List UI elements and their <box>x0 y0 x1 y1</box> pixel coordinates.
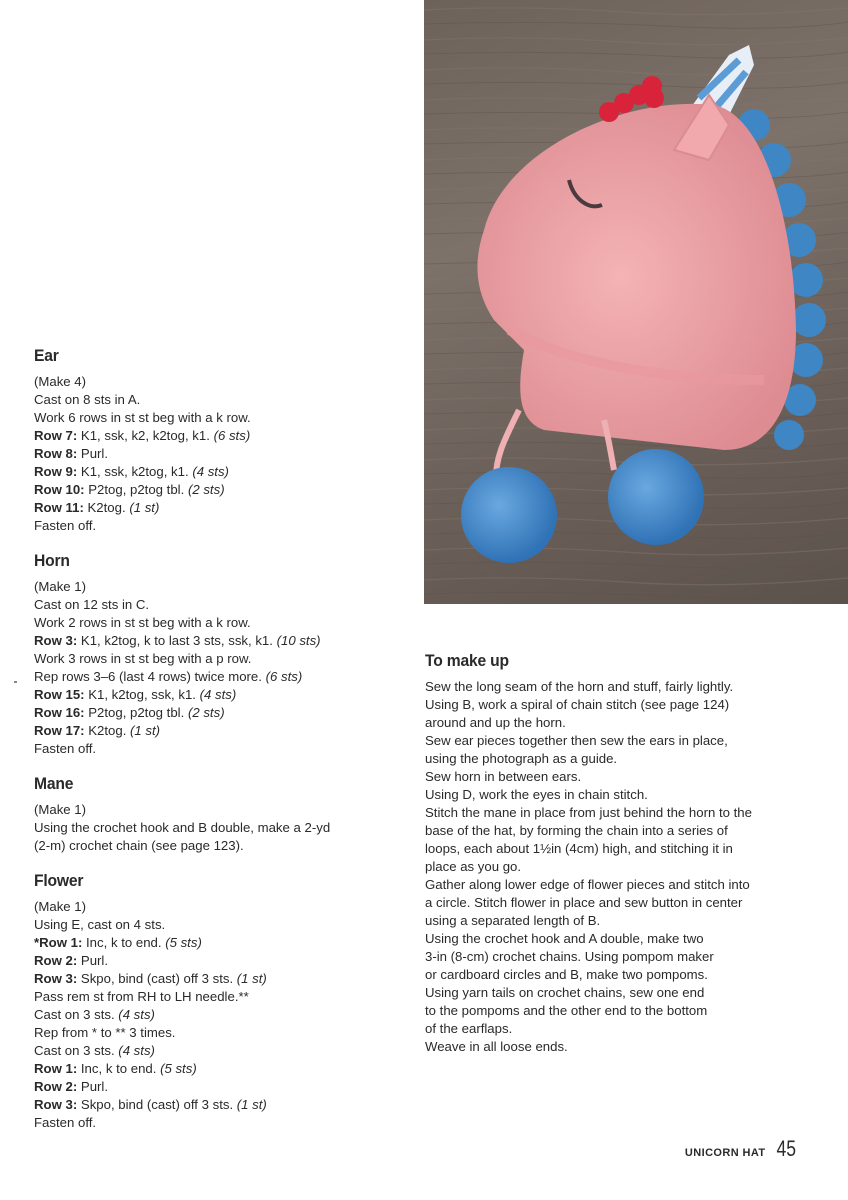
makeup-line <box>425 840 825 858</box>
ear-text: Work 6 rows in st st beg with a k row. <box>34 410 251 425</box>
horn-text: Row 3: <box>34 633 78 648</box>
flower-line <box>34 898 414 916</box>
ear-line <box>34 499 414 517</box>
flower-text: (5 sts) <box>160 1061 197 1076</box>
horn-text: K1, k2tog, k to last 3 sts, ssk, k1. <box>77 633 277 648</box>
horn-text: (4 sts) <box>199 687 237 702</box>
flower-text: Purl. <box>77 1079 109 1094</box>
ear-line <box>34 427 414 445</box>
horn-text: Row 16: <box>34 705 85 720</box>
flower-line <box>34 1096 414 1114</box>
makeup-text: a circle. Stitch flower in place and sew button in center <box>425 895 743 910</box>
flower-text: Row 3: <box>34 1097 78 1112</box>
left-column <box>34 346 414 1148</box>
mane-instructions <box>34 801 414 855</box>
flower-text: Using E, cast on 4 sts. <box>34 917 166 932</box>
makeup-text: base of the hat, by forming the chain into a series of <box>425 823 728 838</box>
makeup-line <box>425 912 825 930</box>
horn-text: K1, k2tog, ssk, k1. <box>84 687 200 702</box>
ear-text: (2 sts) <box>187 482 225 497</box>
makeup-line <box>425 750 825 768</box>
makeup-text: Stitch the mane in place from just behind the horn to the <box>425 805 752 820</box>
horn-text: (2 sts) <box>187 705 225 720</box>
makeup-line <box>425 966 825 984</box>
flower-text: Cast on 3 sts. <box>34 1007 119 1022</box>
flower-line <box>34 934 414 952</box>
horn-line <box>34 578 414 596</box>
horn-text: Fasten off. <box>34 741 97 756</box>
horn-line <box>34 614 414 632</box>
flower-text: Pass rem st from RH to LH needle.** <box>34 989 249 1004</box>
makeup-line <box>425 822 825 840</box>
horn-line <box>34 686 414 704</box>
mane-line <box>34 819 414 837</box>
horn-line <box>34 704 414 722</box>
unicorn-hat-photo <box>424 0 848 604</box>
right-column <box>425 651 825 1072</box>
horn-text: Row 17: <box>34 723 85 738</box>
ear-text: K1, ssk, k2, k2tog, k1. <box>77 428 214 443</box>
makeup-text: Using D, work the eyes in chain stitch. <box>425 787 648 802</box>
makeup-line <box>425 732 825 750</box>
makeup-line <box>425 768 825 786</box>
horn-text: (10 sts) <box>276 633 321 648</box>
makeup-line <box>425 858 825 876</box>
flower-line <box>34 1006 414 1024</box>
flower-text: Skpo, bind (cast) off 3 sts. <box>77 971 237 986</box>
horn-instructions <box>34 578 414 758</box>
mane-text: (2-m) crochet chain (see page 123). <box>34 838 244 853</box>
makeup-text: of the earflaps. <box>425 1021 513 1036</box>
mane-line <box>34 801 414 819</box>
makeup-line <box>425 786 825 804</box>
makeup-text: around and up the horn. <box>425 715 566 730</box>
makeup-instructions <box>425 678 825 1056</box>
flower-text: (Make 1) <box>34 899 87 914</box>
horn-text: Rep rows 3–6 (last 4 rows) twice more. <box>34 669 266 684</box>
makeup-text: 3-in (8-cm) crochet chains. Using pompom maker <box>425 949 714 964</box>
makeup-section <box>425 651 825 1056</box>
page-number: 45 <box>775 1136 796 1161</box>
makeup-text: Sew ear pieces together then sew the ears in place, <box>425 733 728 748</box>
makeup-line <box>425 930 825 948</box>
flower-text: *Row 1: <box>34 935 83 950</box>
horn-text: K2tog. <box>84 723 131 738</box>
flower-heading: Flower <box>34 871 84 890</box>
ear-text: (6 sts) <box>213 428 251 443</box>
flower-text: Row 2: <box>34 1079 78 1094</box>
ear-text: Cast on 8 sts in A. <box>34 392 141 407</box>
horn-line <box>34 650 414 668</box>
ear-line <box>34 391 414 409</box>
flower-line <box>34 1078 414 1096</box>
flower-line <box>34 1024 414 1042</box>
flower-text: (1 st) <box>236 971 267 986</box>
ear-instructions <box>34 373 414 535</box>
makeup-text: using a separated length of B. <box>425 913 601 928</box>
makeup-line <box>425 984 825 1002</box>
pompom-left <box>461 467 557 563</box>
makeup-text: place as you go. <box>425 859 522 874</box>
horn-line <box>34 596 414 614</box>
flower-text: Row 2: <box>34 953 78 968</box>
mane-text: Using the crochet hook and B double, make a 2-yd <box>34 820 331 835</box>
mane-heading: Mane <box>34 774 74 793</box>
flower-line <box>34 916 414 934</box>
ear-text: (1 st) <box>129 500 160 515</box>
ear-section <box>34 346 414 535</box>
makeup-text: Weave in all loose ends. <box>425 1039 568 1054</box>
horn-text: Row 15: <box>34 687 85 702</box>
ear-text: (4 sts) <box>192 464 229 479</box>
makeup-line <box>425 1002 825 1020</box>
makeup-line <box>425 804 825 822</box>
horn-text: Work 2 rows in st st beg with a k row. <box>34 615 251 630</box>
horn-text: (1 st) <box>130 723 161 738</box>
horn-text: (Make 1) <box>34 579 87 594</box>
ear-text: Row 10: <box>34 482 85 497</box>
ear-text: Row 11: <box>34 500 84 515</box>
makeup-text: or cardboard circles and B, make two pompoms. <box>425 967 708 982</box>
ear-text: K2tog. <box>83 500 130 515</box>
makeup-text: to the pompoms and the other end to the bottom <box>425 1003 708 1018</box>
ear-line <box>34 445 414 463</box>
makeup-text: Using B, work a spiral of chain stitch (see page 124) <box>425 697 730 712</box>
ear-line <box>34 463 414 481</box>
flower-text: (4 sts) <box>118 1007 155 1022</box>
margin-mark <box>14 681 17 683</box>
flower-text: Skpo, bind (cast) off 3 sts. <box>77 1097 237 1112</box>
flower-line <box>34 1060 414 1078</box>
makeup-line <box>425 678 825 696</box>
horn-line <box>34 632 414 650</box>
flower-text: Inc, k to end. <box>82 935 166 950</box>
flower-text: Inc, k to end. <box>77 1061 161 1076</box>
horn-text: Work 3 rows in st st beg with a p row. <box>34 651 252 666</box>
ear-text: P2tog, p2tog tbl. <box>84 482 188 497</box>
flower-text: Row 1: <box>34 1061 78 1076</box>
ear-line <box>34 409 414 427</box>
flower-text: Purl. <box>77 953 109 968</box>
horn-line <box>34 722 414 740</box>
flower-text: (4 sts) <box>118 1043 155 1058</box>
flower-line <box>34 952 414 970</box>
makeup-text: Using yarn tails on crochet chains, sew one end <box>425 985 705 1000</box>
ear-line <box>34 481 414 499</box>
makeup-text: Gather along lower edge of flower pieces and stitch into <box>425 877 750 892</box>
makeup-line <box>425 1020 825 1038</box>
horn-section <box>34 551 414 758</box>
flower-line <box>34 1042 414 1060</box>
mane-line <box>34 837 414 855</box>
ear-heading: Ear <box>34 346 59 365</box>
mane-text: (Make 1) <box>34 802 87 817</box>
ear-text: K1, ssk, k2tog, k1. <box>77 464 193 479</box>
flower-line <box>34 1114 414 1132</box>
flower-text: Row 3: <box>34 971 78 986</box>
ear-text: Row 8: <box>34 446 78 461</box>
mane-section <box>34 774 414 855</box>
pompom-right <box>608 449 704 545</box>
flower-line <box>34 970 414 988</box>
makeup-line <box>425 1038 825 1056</box>
makeup-line <box>425 894 825 912</box>
flower-instructions <box>34 898 414 1132</box>
horn-line <box>34 668 414 686</box>
makeup-line <box>425 696 825 714</box>
horn-text: P2tog, p2tog tbl. <box>84 705 188 720</box>
flower-line <box>34 988 414 1006</box>
makeup-line <box>425 714 825 732</box>
makeup-text: loops, each about 1½in (4cm) high, and stitching it in <box>425 841 733 856</box>
page-footer <box>685 1136 798 1162</box>
flower-text: (5 sts) <box>165 935 202 950</box>
makeup-line <box>425 948 825 966</box>
flower-text: Cast on 3 sts. <box>34 1043 119 1058</box>
horn-text: Cast on 12 sts in C. <box>34 597 150 612</box>
makeup-text: Sew the long seam of the horn and stuff, fairly lightly. <box>425 679 734 694</box>
ear-text: Purl. <box>77 446 109 461</box>
horn-text: (6 sts) <box>265 669 303 684</box>
ear-text: Row 9: <box>34 464 78 479</box>
horn-heading: Horn <box>34 551 70 570</box>
makeup-text: Using the crochet hook and A double, make two <box>425 931 704 946</box>
flower-section <box>34 871 414 1132</box>
ear-text: Row 7: <box>34 428 78 443</box>
running-title: UNICORN HAT <box>684 1147 766 1159</box>
ear-line <box>34 373 414 391</box>
ear-text: (Make 4) <box>34 374 87 389</box>
makeup-heading: To make up <box>425 651 509 670</box>
flower-text: (1 st) <box>236 1097 267 1112</box>
makeup-line <box>425 876 825 894</box>
flower-text: Fasten off. <box>34 1115 97 1130</box>
flower-text: Rep from * to ** 3 times. <box>34 1025 176 1040</box>
ear-text: Fasten off. <box>34 518 97 533</box>
ear-line <box>34 517 414 535</box>
makeup-text: using the photograph as a guide. <box>425 751 618 766</box>
makeup-text: Sew horn in between ears. <box>425 769 582 784</box>
horn-line <box>34 740 414 758</box>
